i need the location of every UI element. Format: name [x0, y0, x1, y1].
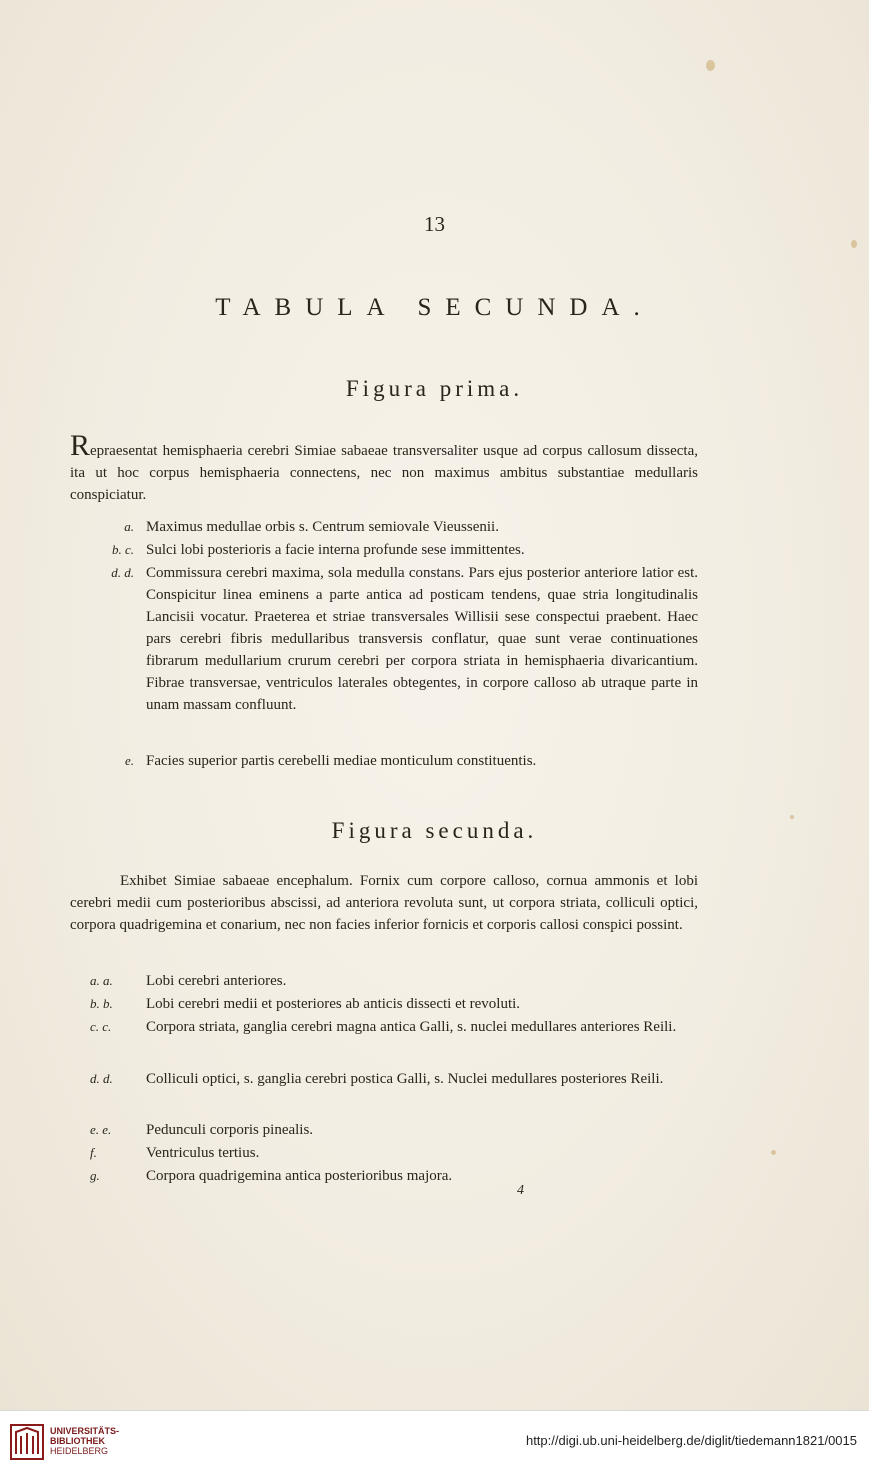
item-text: Lobi cerebri anteriores. — [146, 973, 287, 989]
signature-mark: 4 — [517, 1183, 524, 1198]
list-item — [70, 1119, 698, 1141]
figura-secunda-heading: Figura secunda. — [331, 818, 538, 843]
list-item — [70, 516, 698, 538]
list-item — [70, 1016, 698, 1062]
figura-prima-intro — [70, 429, 698, 506]
item-text: Sulci lobi posterioris a facie interna profunde sese immittentes. — [146, 542, 525, 558]
item-label: f. — [90, 1145, 97, 1160]
logo-line: BIBLIOTHEK — [50, 1436, 105, 1446]
item-label: d. d. — [111, 565, 134, 580]
item-text: Corpora quadrigemina antica posterioribus majora. — [146, 1168, 453, 1184]
page-title: TABULA SECUNDA. — [215, 294, 654, 321]
item-label: d. d. — [90, 1071, 113, 1086]
library-logo-icon[interactable] — [10, 1424, 44, 1465]
item-label: e. e. — [90, 1122, 112, 1137]
logo-line: UNIVERSITÄTS- — [50, 1426, 120, 1436]
viewer-footer — [0, 1410, 869, 1473]
library-name — [50, 1426, 119, 1456]
item-text: Facies superior partis cerebelli mediae monticulum constituentis. — [146, 753, 537, 769]
list-item — [70, 1165, 698, 1187]
item-label: e. — [124, 753, 134, 768]
drop-cap: R — [70, 429, 91, 462]
item-text: Maximus medullae orbis s. Centrum semiovale Vieussenii. — [146, 519, 499, 535]
item-text: Ventriculus tertius. — [146, 1145, 260, 1161]
item-label: a. a. — [90, 973, 113, 988]
item-label: g. — [90, 1168, 100, 1183]
item-label: a. — [124, 519, 134, 534]
figura-secunda-intro: Exhibet Simiae sabaeae encephalum. Fornix cum corpore calloso, cornua ammonis et lobi cerebri medii cum posterioribus abscissi, ad anteriora revoluta sunt, ut corpora striata, colliculi optici, corpora quadrigemina et conarium, nec non facies inferior fornicis et corporis callosi conspici possint. — [70, 873, 698, 933]
list-item — [70, 1142, 698, 1164]
page-number: 13 — [424, 212, 445, 236]
figura-prima-heading: Figura prima. — [345, 376, 524, 401]
logo-line: HEIDELBERG — [50, 1446, 109, 1456]
intro-text: epraesentat hemisphaeria cerebri Simiae sabaeae transversaliter usque ad corpus callosum dissecta, ita ut hoc corpus hemisphaeria connectens, nec non maximus ambitus substantiae medullaris conspiciatur. — [70, 443, 698, 503]
page-url-link[interactable]: http://digi.ub.uni-heidelberg.de/diglit/tiedemann1821/0015 — [525, 1433, 857, 1448]
list-item — [70, 562, 698, 742]
item-text: Commissura cerebri maxima, sola medulla constans. Pars ejus posterior anteriore latior est. Conspicitur linea eminens a parte antica ad posticam tendens, quae stria longitudinalis Lancisii vocatur. Praeterea et striae transversales Willisii sese conspectui praebent. Haec pars cerebri fibris medullaribus transversis conflatur, quae sunt verae continuationes fibrarum medullarium crurum cerebri per corpora striata in hemisphaeria divaricantium. Fibrae transversae, ventriculos laterales obtegentes, in corpore calloso ab utraque parte in unam massam confluunt. — [146, 565, 698, 713]
list-item — [70, 1068, 698, 1114]
item-text: Pedunculi corporis pinealis. — [146, 1122, 314, 1138]
item-text: Colliculi optici, s. ganglia cerebri postica Galli, s. Nuclei medullares posteriores Reili. — [146, 1071, 664, 1087]
item-label: b. b. — [90, 996, 113, 1011]
list-item — [70, 539, 698, 561]
list-item — [70, 750, 698, 772]
item-text: Corpora striata, ganglia cerebri magna antica Galli, s. nuclei medullares anteriores Reili. — [146, 1019, 677, 1035]
item-text: Lobi cerebri medii et posteriores ab anticis dissecti et revoluti. — [146, 996, 521, 1012]
item-label: b. c. — [111, 542, 134, 557]
item-label: c. c. — [90, 1019, 112, 1034]
list-item — [70, 993, 698, 1015]
list-item — [70, 970, 698, 992]
